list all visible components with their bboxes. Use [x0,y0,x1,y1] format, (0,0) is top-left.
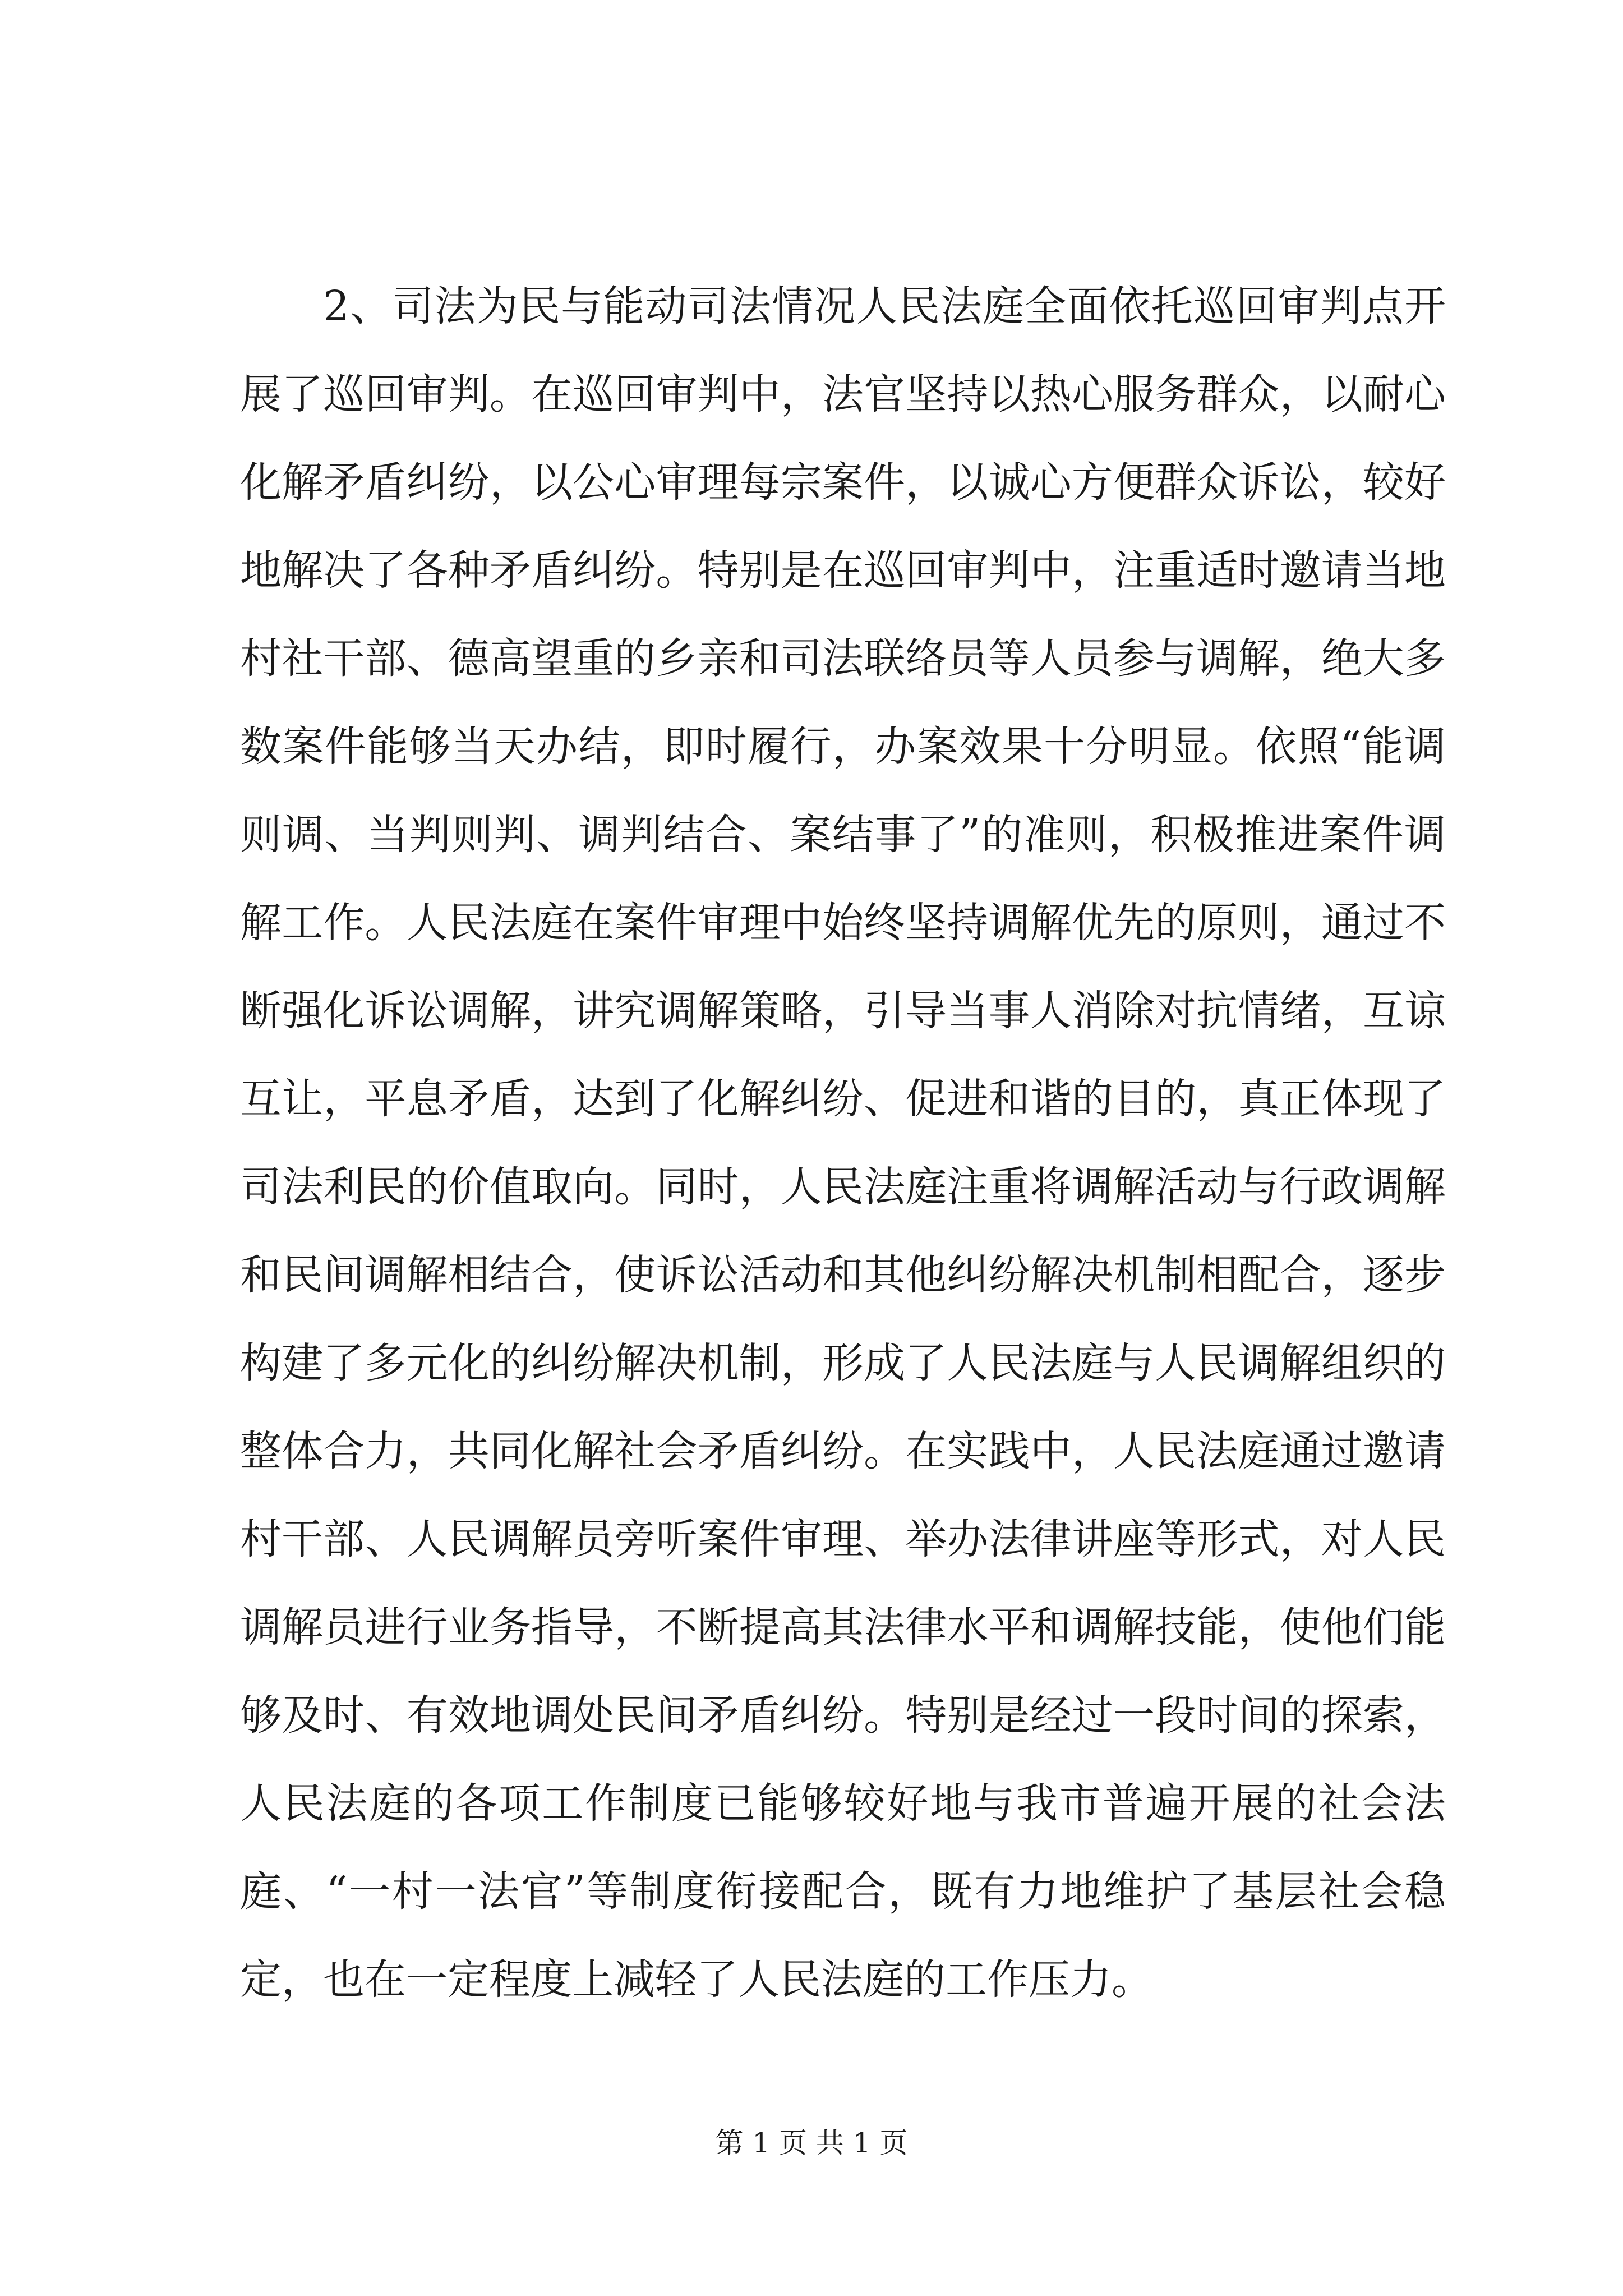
page-footer [0,2126,1623,2160]
paragraph-text: 2、司法为民与能动司法情况人民法庭全面依托巡回审判点开展了巡回审判。在巡回审判中，法官坚持以热心服务群众，以耐心化解矛盾纠纷，以公心审理每宗案件，以诚心方便群众诉讼，较好地解决了各种矛盾纠纷。特别是在巡回审判中，注重适时邀请当地村社干部、德高望重的乡亲和司法联络员等人员参与调解，绝大多数案件能够当天办结，即时履行，办案效果十分明显。依照“能调则调、当判则判、调判结合、案结事了”的准则，积极推进案件调解工作。人民法庭在案件审理中始终坚持调解优先的原则，通过不断强化诉讼调解，讲究调解策略，引导当事人消除对抗情绪，互谅互让，平息矛盾，达到了化解纠纷、促进和谐的目的，真正体现了司法利民的价值取向。同时，人民法庭注重将调解活动与行政调解和民间调解相结合，使诉讼活动和其他纠纷解决机制相配合，逐步构建了多元化的纠纷解决机制，形成了人民法庭与人民调解组织的整体合力，共同化解社会矛盾纠纷。在实践中，人民法庭通过邀请村干部、人民调解员旁听案件审理、举办法律讲座等形式，对人民调解员进行业务指导，不断提高其法律水平和调解技能，使他们能够及时、有效地调处民间矛盾纠纷。特别是经过一段时间的探索，人民法庭的各项工作制度已能够较好地与我市普遍开展的社会法庭、“一村一法官”等制度衔接配合，既有力地维护了基层社会稳定，也在一定程度上减轻了人民法庭的工作压力。 [240,282,1446,2004]
body-paragraph [240,263,1446,2024]
page-number-label: 第 1 页 共 1 页 [715,2127,908,2159]
